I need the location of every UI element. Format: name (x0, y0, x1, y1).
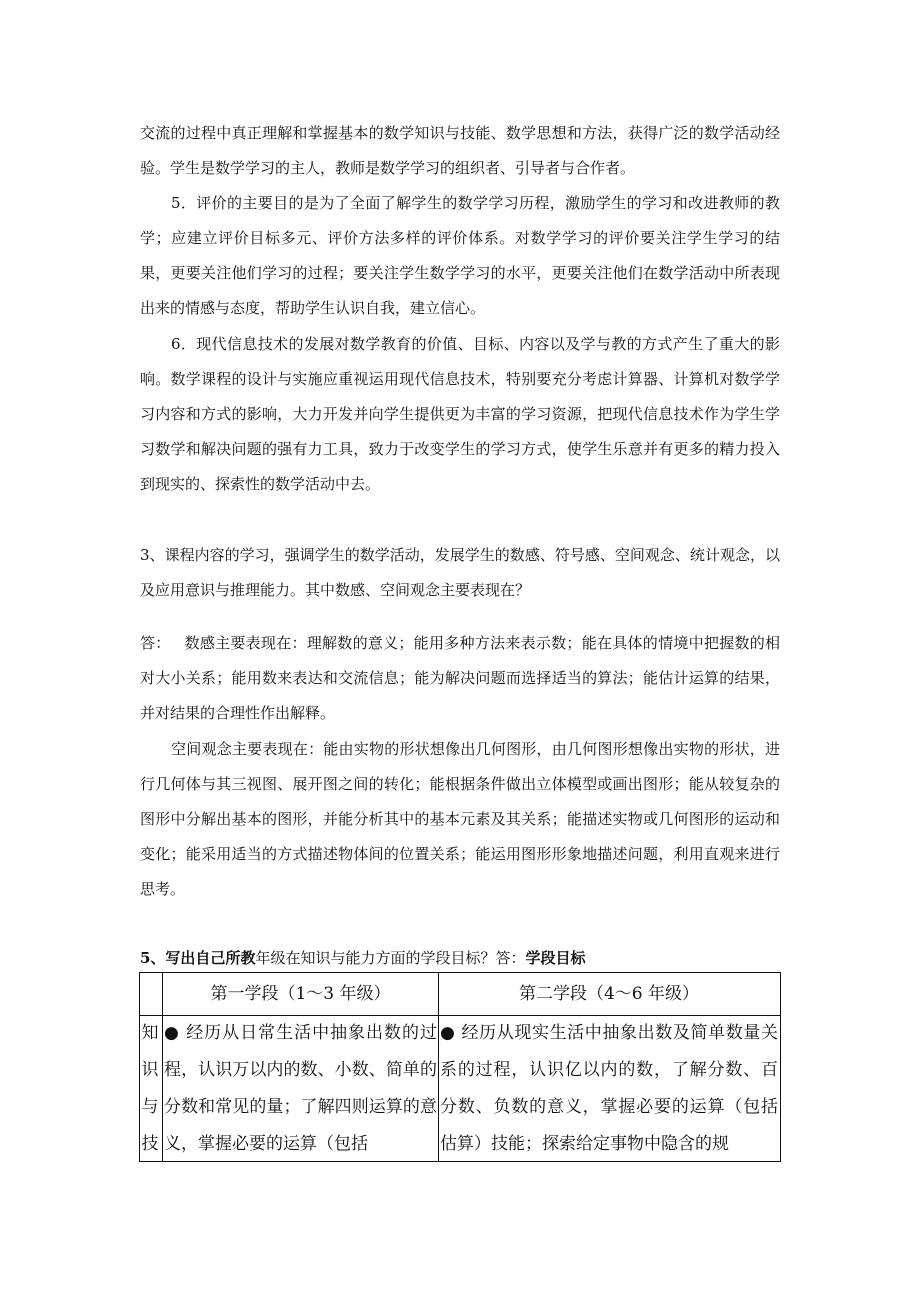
question-5-bold-start: 5、写出自己所教 (140, 949, 256, 967)
answer-3-text: 数感主要表现在：理解数的意义；能用多种方法来表示数；能在具体的情境中把握数的相对大小关系；能用数来表达和交流信息；能为解决问题而选择适当的算法；能估计运算的结果，并对结果的合理性作出解释。 (140, 634, 780, 722)
question-3: 3、课程内容的学习，强调学生的数学活动，发展学生的数感、符号感、空间观念、统计观念，以及应用意识与推理能力。其中数感、空间观念主要表现在？ (140, 546, 780, 599)
cell-stage-1-goals: ● 经历从日常生活中抽象出数的过程，认识万以内的数、小数、简单的分数和常见的量；了解四则运算的意义，掌握必要的运算（包括 (164, 1023, 437, 1154)
row-label-knowledge-skills: 知识与技 (141, 1023, 159, 1154)
question-5-bold-end: 学段目标 (525, 949, 586, 967)
answer-label: 答： (140, 634, 171, 652)
header-stage-2: 第二学段（4～6 年级） (518, 984, 700, 1004)
cell-stage-2-goals: ● 经历从现实生活中抽象出数及简单数量关系的过程，认识亿以内的数，了解分数、百分数、负数的意义，掌握必要的运算（包括估算）技能；探索给定事物中隐含的规 (440, 1023, 778, 1154)
stage-goals-table (139, 972, 781, 1162)
answer-3 (140, 626, 780, 731)
question-5-text: 年级在知识与能力方面的学段目标？答： (255, 949, 526, 967)
paragraph-item-5: 5．评价的主要目的是为了全面了解学生的数学学习历程，激励学生的学习和改进教师的教学；应建立评价目标多元、评价方法多样的评价体系。对数学学习的评价要关注学生学习的结果，更要关注他们学习的过程；要关注学生数学学习的水平，更要关注他们在数学活动中所表现出来的情感与态度，帮助学生认识自我，建立信心。 (140, 194, 780, 317)
header-stage-1: 第一学段（1～3 年级） (210, 984, 391, 1004)
question-5 (140, 941, 780, 976)
spatial-concept-paragraph: 空间观念主要表现在：能由实物的形状想像出几何图形，由几何图形想像出实物的形状，进行几何体与其三视图、展开图之间的转化；能根据条件做出立体模型或画出图形；能从较复杂的图形中分解出基本的图形，并能分析其中的基本元素及其关系；能描述实物或几何图形的运动和变化；能采用适当的方式描述物体间的位置关系；能运用图形形象地描述问题，利用直观来进行思考。 (140, 740, 780, 898)
paragraph-continuation: 交流的过程中真正理解和掌握基本的数学知识与技能、数学思想和方法，获得广泛的数学活动经验。学生是数学学习的主人，教师是数学学习的组织者、引导者与合作者。 (140, 124, 780, 177)
paragraph-item-6: 6．现代信息技术的发展对数学教育的价值、目标、内容以及学与教的方式产生了重大的影响。数学课程的设计与实施应重视运用现代信息技术，特别要充分考虑计算器、计算机对数学学习内容和方式的影响，大力开发并向学生提供更为丰富的学习资源，把现代信息技术作为学生学习数学和解决问题的强有力工具，致力于改变学生的学习方式，使学生乐意并有更多的精力投入到现实的、探索性的数学活动中去。 (140, 335, 780, 493)
